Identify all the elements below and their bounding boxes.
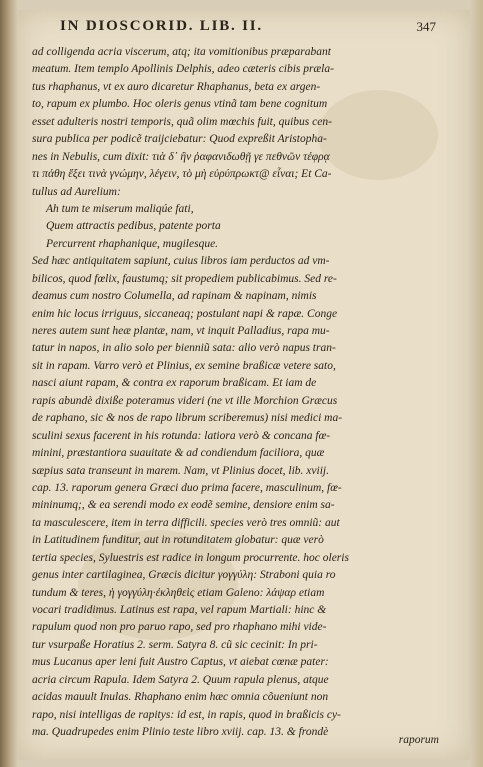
text-line: enim hic locus irriguus, siccaneaq; postulant napi & rapæ. Conge [32,307,338,320]
text-line: rapo, nisi intelligas de rapitys: id est, in rapis, quod in braßicis cy- [32,708,341,721]
text-line: bilicos, quod fœlix, faustumq; sit propediem publicabimus. Sed re- [32,272,337,285]
text-line: acidas mauult Inulas. Rhaphano enim hæc omnia cõueniunt non [32,691,329,704]
page-number: 347 [416,19,436,34]
text-line: neres autem sunt heæ plantæ, nam, vt inquit Palladius, rapa mu- [32,325,330,337]
text-line: acria circum Rapula. Idem Satyra 2. Quum rapula plenus, atque [32,673,329,686]
verse-line: Percurrent rhaphanique, mugilesque. [46,237,219,250]
text-line: rapis abundè dixiße poteramus videri (ne vt ille Morchion Græcus [32,394,338,407]
text-line: deamus cum nostro Columella, ad rapinam & napinam, nimis [32,290,317,303]
text-line: sculini sexus facerent in his rotunda: latiora verò & concana fœ- [32,429,331,442]
text-line: sura publica per podicẽ traijciebatur: Quod expreßit Aristopha- [32,133,327,146]
text-line: genus inter cartilaginea, Græcis dicitur γογγύλη: Straboni quia ro [32,569,336,582]
page-edge [470,0,483,767]
verse-line: Ah tum te miserum maliqúe fati, [46,202,194,215]
text-line: tus rhaphanus, vt ex auro dicaretur Rhaphanus, beta ex argen- [32,80,321,93]
text-line: to, rapum ex plumbo. Hoc oleris genus vtinã tam bene cognitum [32,98,328,111]
text-line: nasci aiunt rapam, & contra ex raporum braßicam. Et iam de [32,377,317,390]
text-line: minini, præstantiora suauitate & ad condiendum faciliora, quæ [32,447,325,460]
running-header [40,18,440,36]
text-line: tundum & teres, ἡ γογγύλη·ἐκληθεὶς etiam Galeno: λάψαρ etiam [32,586,325,599]
text-line: ma. Quadrupedes enim Plinio teste libro xviij. cap. 13. & frondè [32,726,329,739]
catchword: raporum [398,734,439,746]
text-line: esset adulteris nostri temporis, quã olim mœchis fuit, quibus cen- [32,115,332,128]
text-line: mus Lucanus aper leni fuit Austro Captus, vt aiebat cœnæ pater: [32,656,329,669]
text-line: ad colligenda acria viscerum, atq; ita vomitionibus præparabant [32,46,331,58]
text-line: tatur in napos, in alio solo per bienniũ sata: alio verò napus tran- [32,342,336,355]
text-line: cap. 13. raporum genera Græci duo prima facere, masculinum, fœ- [32,481,342,494]
text-line: tur vsurpaße Horatius 2. serm. Satyra 8. cũ sic cecinit: In pri- [32,638,318,651]
text-line: rapulum quod non pro paruo rapo, sed pro rhaphano mihi vide- [32,621,327,634]
text-line: vocari tradidimus. Latinus est rapa, vel rapum Martiali: hinc & [32,604,327,616]
binding-gutter [0,0,18,767]
text-line: nes in Nebulis, cum dixit: τιὰ δ᾽ ἢν ῥαφανιδωθῇ γε πεθνῶν τέφρᾳ [32,150,330,163]
text-line: tullus ad Aurelium: [32,185,121,198]
verse-line: Quem attractis pedibus, patente porta [46,220,221,233]
text-line: mininumq;, & ea serendi modo ex eodẽ semine, densiore enim sa- [32,499,335,512]
body-text [32,44,440,742]
text-line: tertia species, Syluestris est radice in longum procurrente. hoc oleris [32,551,349,564]
text-line: Sed hæc antiquitatem sapiunt, cuius libros iam perductos ad vm- [32,255,330,268]
running-title: IN DIOSCORID. LIB. II. [60,18,263,34]
text-line: meatum. Item templo Apollinis Delphis, adeo cæteris cibis præla- [32,63,334,76]
text-line: in Latitudinem funditur, aut in rotunditatem globatur: quæ verò [32,534,324,547]
text-line: de raphano, sic & nos de rapo librum scriberemus) nisi medici ma- [32,412,343,425]
text-line: sit in rapam. Varro verò et Plinius, ex semine braßicæ vetere sato, [32,359,336,372]
text-line: τι πάθη ἕξει τινὰ γνώμην, λέγειν, τὸ μὴ εὐρύπρωκτ@ εἶναι; Et Ca- [32,168,332,181]
text-line: ta masculescere, item in terra difficili. species verò tres omniũ: aut [32,516,340,529]
text-line: sæpius sata transeunt in marem. Nam, vt Plinius docet, lib. xviij. [32,464,329,477]
